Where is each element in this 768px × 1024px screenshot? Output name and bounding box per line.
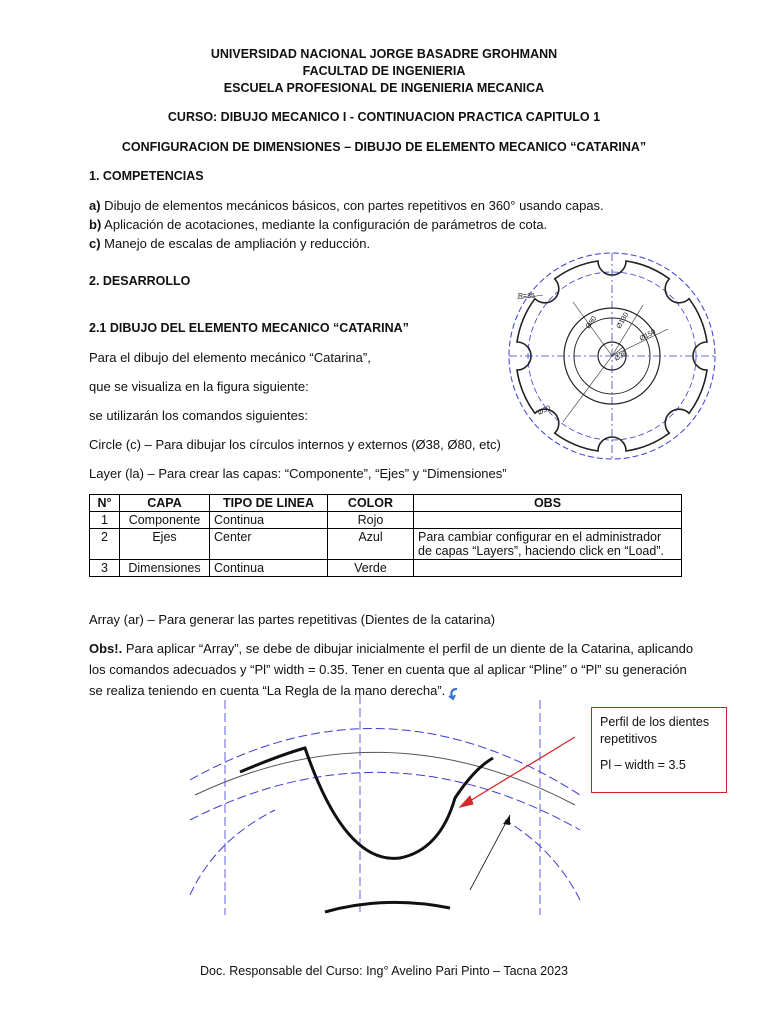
obs-label: Obs!. [89, 641, 123, 656]
dim-label-r35: R=35 [518, 293, 535, 300]
item-letter: a) [89, 198, 101, 213]
table-header: COLOR [328, 495, 414, 512]
school-name: ESCUELA PROFESIONAL DE INGENIERIA MECANICA [223, 81, 545, 95]
item-text: Aplicación de acotaciones, mediante la configuración de parámetros de cota. [101, 217, 548, 232]
observation-line [89, 641, 693, 656]
table-row [90, 529, 682, 560]
callout-line: Perfil de los dientes [600, 715, 710, 729]
command-layer: Layer (la) – Para crear las capas: “Componente”, “Ejes” y “Dimensiones” [89, 466, 507, 481]
dim-label-38: Ø38 [613, 350, 629, 363]
table-cell [414, 560, 682, 577]
course-title: CURSO: DIBUJO MECANICO I - CONTINUACION PRACTICA CAPITULO 1 [167, 110, 601, 124]
table-cell: Componente [120, 512, 210, 529]
lower-left-dashed-arc [190, 810, 275, 895]
competency-c [89, 236, 370, 251]
paragraph: Para el dibujo del elemento mecánico “Catarina”, [89, 350, 371, 365]
item-text: Dibujo de elementos mecánicos básicos, con partes repetitivos en 360° usando capas. [100, 198, 604, 213]
callout-line: repetitivos [600, 732, 657, 746]
table-cell: Verde [328, 560, 414, 577]
command-array: Array (ar) – Para generar las partes repetitivas (Dientes de la catarina) [89, 612, 496, 627]
table-cell [414, 512, 682, 529]
table-header-row [90, 495, 682, 512]
dim-leader [563, 356, 612, 422]
footer-text: Doc. Responsable del Curso: Ing° Avelino Pari Pinto – Tacna 2023 [200, 964, 568, 978]
observation-line: se realiza teniendo en cuenta “La Regla de la mano derecha”. [89, 683, 446, 698]
dim-label-130: Ø130 [615, 311, 631, 330]
table-cell: 1 [90, 512, 120, 529]
dim-label-30: Ø30 [536, 404, 552, 417]
command-circle: Circle (c) – Para dibujar los círculos internos y externos (Ø38, Ø80, etc) [89, 437, 501, 452]
table-cell: 2 [90, 529, 120, 560]
table-cell: Rojo [328, 512, 414, 529]
outer-dashed-arc [190, 729, 580, 795]
table-header: N° [90, 495, 120, 512]
dim-label-80: Ø80 [584, 315, 599, 331]
table-cell: Azul [328, 529, 414, 560]
table-cell: Continua [210, 560, 328, 577]
black-leader-line [470, 815, 510, 890]
university-name: UNIVERSIDAD NACIONAL JORGE BASADRE GROHMANN [210, 47, 558, 61]
section1-heading: 1. COMPETENCIAS [89, 169, 204, 183]
dim-label-150: Ø150 [638, 328, 658, 343]
layers-table [89, 494, 682, 577]
faculty-name: FACULTAD DE INGENIERIA [302, 64, 466, 78]
competency-b [89, 217, 547, 232]
table-header: OBS [414, 495, 682, 512]
callout-arrowhead [460, 796, 473, 807]
table-cell: Ejes [120, 529, 210, 560]
table-header: CAPA [120, 495, 210, 512]
competency-a [89, 198, 604, 213]
observation-line: los comandos adecuados y “Pl” width = 0.35. Tener en cuenta que al aplicar “Pline” o “Pl” su generación [89, 662, 687, 677]
section2-heading: 2. DESARROLLO [89, 274, 191, 288]
dim-leader [573, 302, 612, 356]
black-leader-arrowhead [503, 815, 510, 825]
subsection-heading: 2.1 DIBUJO DEL ELEMENTO MECANICO “CATARINA” [89, 321, 409, 335]
table-cell: Center [210, 529, 328, 560]
lower-right-dashed-arc [505, 820, 580, 900]
tooth-detail-drawing [185, 690, 585, 920]
item-letter: b) [89, 217, 102, 232]
item-text: Manejo de escalas de ampliación y reducción. [100, 236, 371, 251]
document-title: CONFIGURACION DE DIMENSIONES – DIBUJO DE ELEMENTO MECANICO “CATARINA” [121, 140, 647, 154]
table-header: TIPO DE LINEA [210, 495, 328, 512]
table-row [90, 512, 682, 529]
table-row [90, 560, 682, 577]
paragraph: se utilizarán los comandos siguientes: [89, 408, 308, 423]
table-cell: Continua [210, 512, 328, 529]
callout-box [591, 707, 727, 793]
callout-width-note: Pl – width = 3.5 [600, 758, 686, 772]
paragraph: que se visualiza en la figura siguiente: [89, 379, 309, 394]
obs-text: Para aplicar “Array”, se debe de dibujar inicialmente el perfil de un diente de la Catarina, aplicando [122, 641, 694, 656]
sprocket-drawing [503, 247, 721, 465]
bottom-profile-arc [325, 902, 450, 912]
table-cell: Para cambiar configurar en el administrador de capas “Layers”, haciendo click en “Load”. [414, 529, 682, 560]
table-cell: 3 [90, 560, 120, 577]
item-letter: c) [89, 236, 101, 251]
table-cell: Dimensiones [120, 560, 210, 577]
outer-gray-arc [195, 752, 575, 805]
